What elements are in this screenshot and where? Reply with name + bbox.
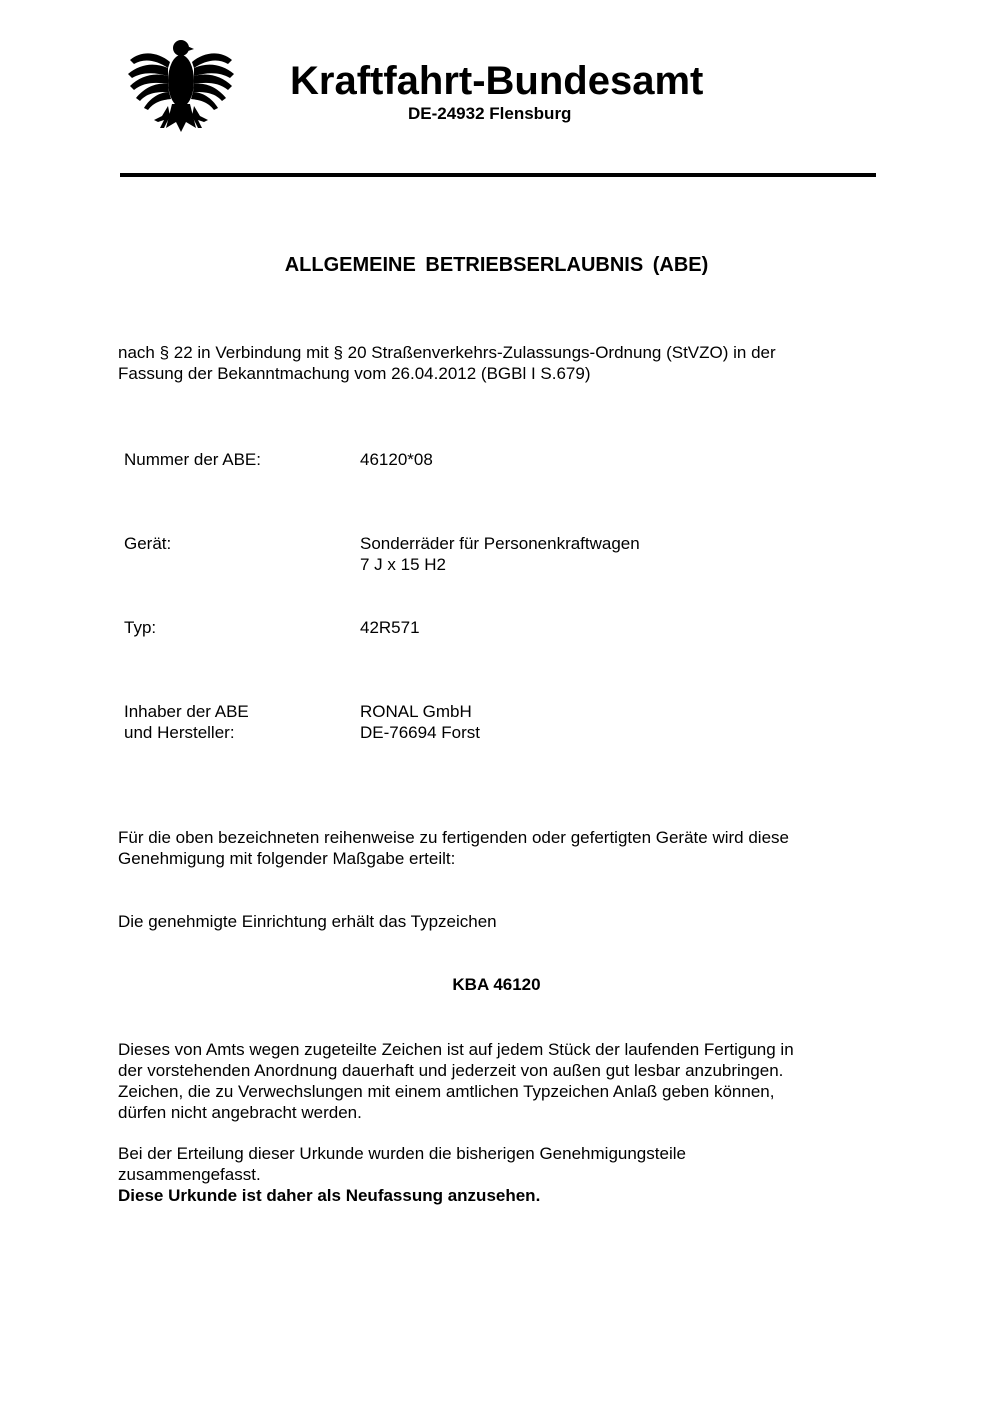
consolidation-paragraph [118,1143,878,1206]
mark-rules-line: Zeichen, die zu Verwechslungen mit einem amtlichen Typzeichen Anlaß geben können, [118,1082,775,1101]
holder-label [124,701,249,743]
legal-basis-line: nach § 22 in Verbindung mit § 20 Straßenverkehrs-Zulassungs-Ordnung (StVZO) in der [118,343,776,362]
type-label: Typ: [124,618,157,637]
holder-value-line: DE-76694 Forst [360,723,480,742]
organization-name: Kraftfahrt-Bundesamt [290,59,704,103]
type-value: 42R571 [360,618,420,637]
approval-line: Für die oben bezeichneten reihenweise zu fertigenden oder gefertigten Geräte wird diese [118,828,789,847]
document-title: ALLGEMEINE BETRIEBSERLAUBNIS (ABE) [284,254,709,276]
device-value [360,533,640,575]
device-label: Gerät: [124,534,172,553]
federal-eagle-icon [124,36,238,140]
type-mark-intro: Die genehmigte Einrichtung erhält das Typzeichen [118,912,497,931]
holder-value [360,701,480,743]
mark-rules-line: dürfen nicht angebracht werden. [118,1103,362,1122]
consolidation-line: Bei der Erteilung dieser Urkunde wurden die bisherigen Genehmigungsteile [118,1144,686,1163]
mark-rules-paragraph [118,1039,878,1123]
holder-value-line: RONAL GmbH [360,702,472,721]
mark-rules-line: der vorstehenden Anordnung dauerhaft und jederzeit von außen gut lesbar anzubringen. [118,1061,784,1080]
type-mark: KBA 46120 [452,975,541,994]
header-divider [120,173,876,177]
holder-label-line: und Hersteller: [124,723,235,742]
mark-rules-line: Dieses von Amts wegen zugeteilte Zeichen ist auf jedem Stück der laufenden Fertigung in [118,1040,794,1059]
new-version-statement: Diese Urkunde ist daher als Neufassung anzusehen. [118,1186,541,1205]
abe-number-value: 46120*08 [360,450,433,469]
device-value-line: 7 J x 15 H2 [360,555,446,574]
organization-address: DE-24932 Flensburg [408,104,572,123]
approval-paragraph [118,827,878,869]
device-value-line: Sonderräder für Personenkraftwagen [360,534,640,553]
legal-basis-paragraph [118,342,878,384]
approval-line: Genehmigung mit folgender Maßgabe erteilt: [118,849,456,868]
consolidation-line: zusammengefasst. [118,1165,261,1184]
abe-number-label: Nummer der ABE: [124,450,261,469]
legal-basis-line: Fassung der Bekanntmachung vom 26.04.2012 (BGBl I S.679) [118,364,591,383]
holder-label-line: Inhaber der ABE [124,702,249,721]
